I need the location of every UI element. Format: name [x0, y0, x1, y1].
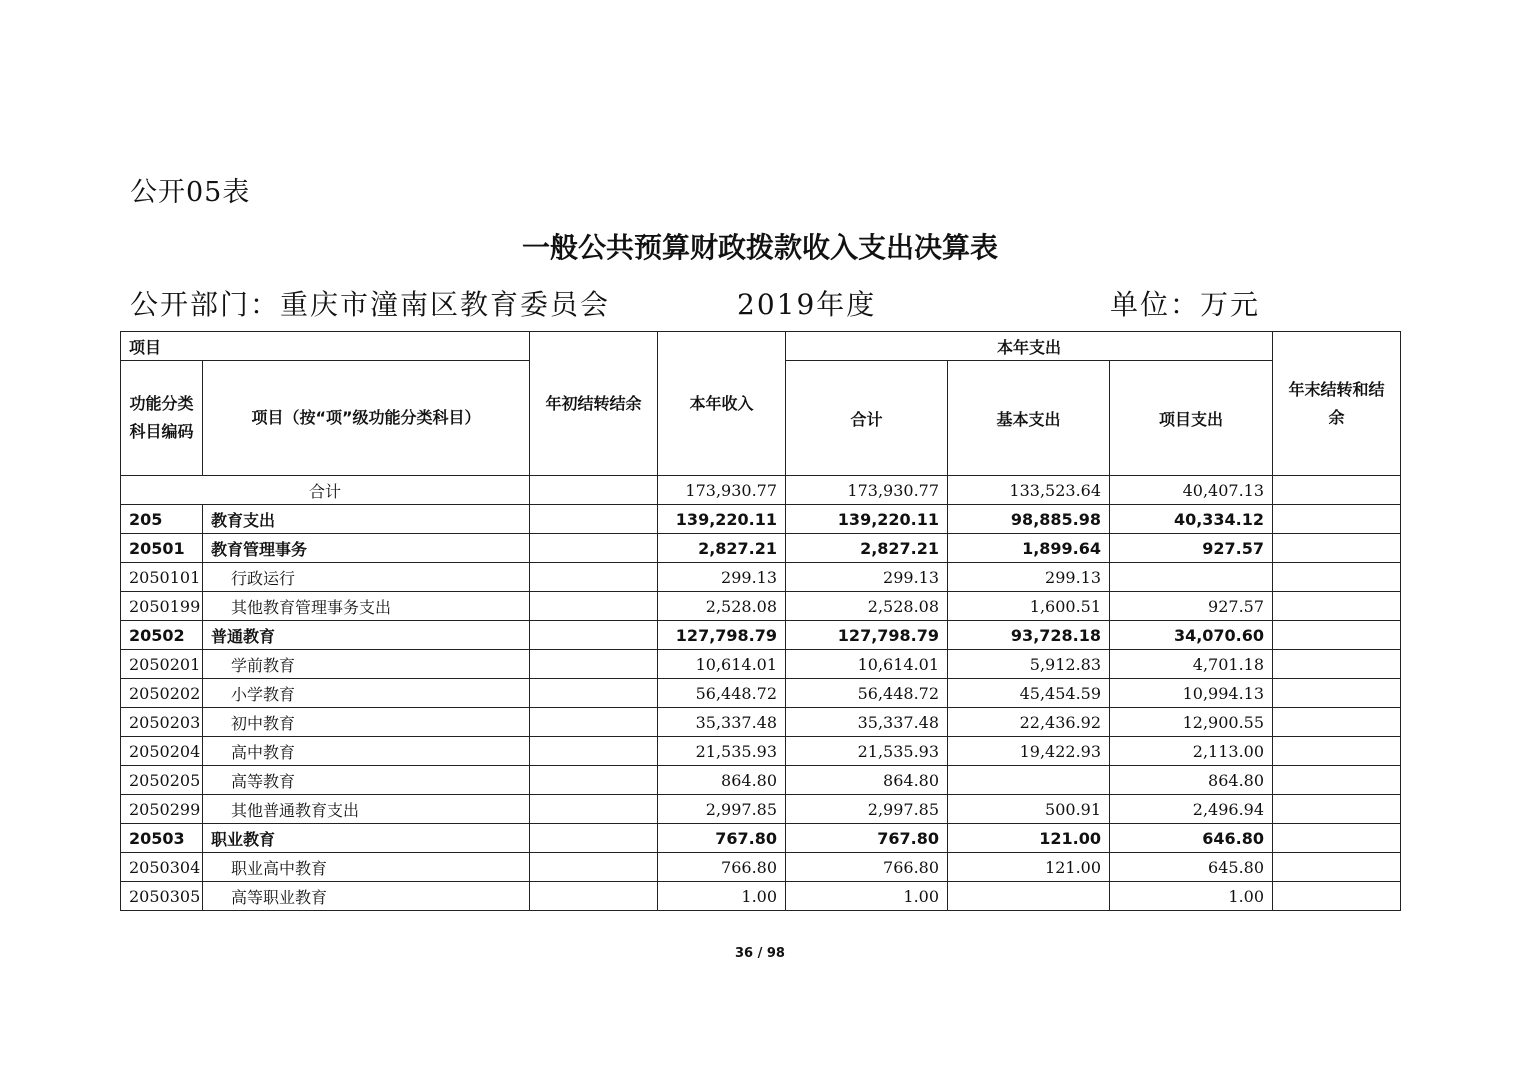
row-basic: 45,454.59 [948, 679, 1110, 708]
row-total: 56,448.72 [786, 679, 948, 708]
header-end-balance: 年末结转和结余 [1273, 332, 1401, 476]
row-total: 1.00 [786, 882, 948, 911]
row-income: 127,798.79 [658, 621, 786, 650]
row-income: 1.00 [658, 882, 786, 911]
row-income: 767.80 [658, 824, 786, 853]
row-income: 35,337.48 [658, 708, 786, 737]
total-project: 40,407.13 [1110, 476, 1273, 505]
row-end [1273, 679, 1401, 708]
table-row [121, 853, 1401, 882]
total-label: 合计 [121, 476, 530, 505]
row-total: 864.80 [786, 766, 948, 795]
row-total: 299.13 [786, 563, 948, 592]
row-total: 2,528.08 [786, 592, 948, 621]
row-begin [530, 737, 658, 766]
table-row [121, 766, 1401, 795]
row-project: 864.80 [1110, 766, 1273, 795]
row-basic: 1,600.51 [948, 592, 1110, 621]
department-label: 公开部门：重庆市潼南区教育委员会 [130, 288, 611, 321]
row-name: 职业教育 [203, 824, 530, 853]
table-row [121, 621, 1401, 650]
row-code: 2050199 [121, 592, 203, 621]
row-begin [530, 882, 658, 911]
header-total: 合计 [786, 361, 948, 476]
row-income: 139,220.11 [658, 505, 786, 534]
row-basic: 93,728.18 [948, 621, 1110, 650]
table-row [121, 708, 1401, 737]
header-item: 项目 [121, 332, 530, 361]
row-end [1273, 563, 1401, 592]
row-name: 教育支出 [203, 505, 530, 534]
table-row [121, 650, 1401, 679]
row-name: 行政运行 [203, 563, 530, 592]
row-name: 高等教育 [203, 766, 530, 795]
table-row [121, 505, 1401, 534]
row-begin [530, 853, 658, 882]
row-project: 927.57 [1110, 592, 1273, 621]
row-code: 2050201 [121, 650, 203, 679]
row-begin [530, 592, 658, 621]
total-income: 173,930.77 [658, 476, 786, 505]
row-name: 其他普通教育支出 [203, 795, 530, 824]
row-income: 864.80 [658, 766, 786, 795]
page-number: 36 / 98 [735, 946, 785, 961]
row-code: 2050304 [121, 853, 203, 882]
row-basic: 121.00 [948, 824, 1110, 853]
row-end [1273, 708, 1401, 737]
row-begin [530, 563, 658, 592]
form-number: 公开05表 [130, 177, 251, 208]
row-end [1273, 766, 1401, 795]
row-name: 普通教育 [203, 621, 530, 650]
row-begin [530, 621, 658, 650]
row-total: 766.80 [786, 853, 948, 882]
row-end [1273, 534, 1401, 563]
row-code: 2050204 [121, 737, 203, 766]
row-basic: 19,422.93 [948, 737, 1110, 766]
header-basic: 基本支出 [948, 361, 1110, 476]
row-project: 2,113.00 [1110, 737, 1273, 766]
row-code: 20503 [121, 824, 203, 853]
row-income: 21,535.93 [658, 737, 786, 766]
row-name: 职业高中教育 [203, 853, 530, 882]
row-begin [530, 795, 658, 824]
table-row [121, 795, 1401, 824]
row-begin [530, 534, 658, 563]
row-income: 56,448.72 [658, 679, 786, 708]
row-end [1273, 795, 1401, 824]
row-begin [530, 766, 658, 795]
page-title: 一般公共预算财政拨款收入支出决算表 [521, 231, 998, 264]
row-project: 10,994.13 [1110, 679, 1273, 708]
total-total: 173,930.77 [786, 476, 948, 505]
row-name: 教育管理事务 [203, 534, 530, 563]
row-total: 127,798.79 [786, 621, 948, 650]
row-code: 2050202 [121, 679, 203, 708]
table-row [121, 592, 1401, 621]
row-end [1273, 882, 1401, 911]
row-code: 2050299 [121, 795, 203, 824]
table-row [121, 563, 1401, 592]
row-code: 205 [121, 505, 203, 534]
row-project: 646.80 [1110, 824, 1273, 853]
header-code: 功能分类科目编码 [121, 361, 203, 476]
row-end [1273, 737, 1401, 766]
row-income: 766.80 [658, 853, 786, 882]
row-project [1110, 563, 1273, 592]
row-basic: 22,436.92 [948, 708, 1110, 737]
row-name: 其他教育管理事务支出 [203, 592, 530, 621]
row-project: 34,070.60 [1110, 621, 1273, 650]
row-begin [530, 505, 658, 534]
row-project: 2,496.94 [1110, 795, 1273, 824]
row-begin [530, 824, 658, 853]
row-code: 2050205 [121, 766, 203, 795]
row-begin [530, 708, 658, 737]
row-income: 2,528.08 [658, 592, 786, 621]
row-basic [948, 882, 1110, 911]
row-begin [530, 650, 658, 679]
row-income: 299.13 [658, 563, 786, 592]
row-basic [948, 766, 1110, 795]
row-end [1273, 824, 1401, 853]
total-row [121, 476, 1401, 505]
total-basic: 133,523.64 [948, 476, 1110, 505]
row-code: 2050305 [121, 882, 203, 911]
row-code: 2050101 [121, 563, 203, 592]
row-total: 35,337.48 [786, 708, 948, 737]
row-project: 645.80 [1110, 853, 1273, 882]
total-end [1273, 476, 1401, 505]
table-row [121, 824, 1401, 853]
row-end [1273, 592, 1401, 621]
row-code: 2050203 [121, 708, 203, 737]
row-basic: 1,899.64 [948, 534, 1110, 563]
row-end [1273, 621, 1401, 650]
row-income: 2,997.85 [658, 795, 786, 824]
row-name: 初中教育 [203, 708, 530, 737]
row-basic: 121.00 [948, 853, 1110, 882]
row-project: 4,701.18 [1110, 650, 1273, 679]
unit-label: 单位：万元 [1110, 288, 1261, 321]
table-row [121, 882, 1401, 911]
row-end [1273, 505, 1401, 534]
row-basic: 98,885.98 [948, 505, 1110, 534]
row-total: 2,827.21 [786, 534, 948, 563]
row-code: 20502 [121, 621, 203, 650]
table-row [121, 737, 1401, 766]
row-basic: 5,912.83 [948, 650, 1110, 679]
row-basic: 299.13 [948, 563, 1110, 592]
row-name: 学前教育 [203, 650, 530, 679]
table-row [121, 679, 1401, 708]
row-total: 10,614.01 [786, 650, 948, 679]
row-total: 21,535.93 [786, 737, 948, 766]
row-name: 高等职业教育 [203, 882, 530, 911]
row-income: 2,827.21 [658, 534, 786, 563]
row-project: 40,334.12 [1110, 505, 1273, 534]
year-label: 2019年度 [737, 288, 877, 321]
row-name: 高中教育 [203, 737, 530, 766]
row-project: 927.57 [1110, 534, 1273, 563]
header-expense-group: 本年支出 [786, 332, 1273, 361]
row-end [1273, 853, 1401, 882]
total-begin [530, 476, 658, 505]
header-name: 项目（按“项”级功能分类科目） [203, 361, 530, 476]
table-row [121, 534, 1401, 563]
row-total: 139,220.11 [786, 505, 948, 534]
row-total: 767.80 [786, 824, 948, 853]
header-income: 本年收入 [658, 332, 786, 476]
budget-table [120, 331, 1401, 911]
header-begin-balance: 年初结转结余 [530, 332, 658, 476]
row-project: 1.00 [1110, 882, 1273, 911]
row-income: 10,614.01 [658, 650, 786, 679]
row-basic: 500.91 [948, 795, 1110, 824]
header-project: 项目支出 [1110, 361, 1273, 476]
row-code: 20501 [121, 534, 203, 563]
row-project: 12,900.55 [1110, 708, 1273, 737]
row-name: 小学教育 [203, 679, 530, 708]
row-end [1273, 650, 1401, 679]
row-begin [530, 679, 658, 708]
row-total: 2,997.85 [786, 795, 948, 824]
